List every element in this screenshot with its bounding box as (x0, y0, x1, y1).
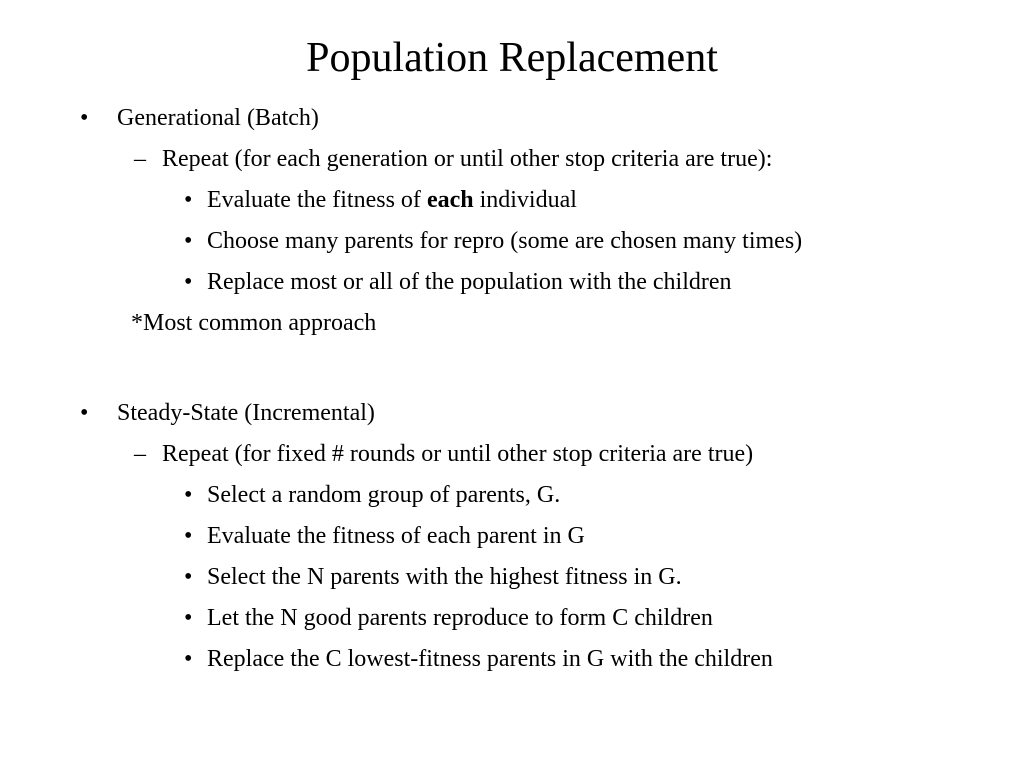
steady-state-step: Evaluate the fitness of each parent in G (207, 523, 585, 549)
steady-state-step: Replace the C lowest-fitness parents in G with the children (207, 646, 773, 672)
bullet-marker: • (184, 564, 193, 590)
steady-state-step: Let the N good parents reproduce to form C children (207, 605, 713, 631)
bullet-marker: • (80, 400, 89, 426)
bullet-marker: • (184, 187, 193, 213)
evaluate-text-pre: Evaluate the fitness of (207, 187, 427, 213)
bullet-marker: • (184, 482, 193, 508)
bullet-marker: • (184, 605, 193, 631)
generational-note: *Most common approach (131, 310, 377, 336)
bullet-marker: • (184, 228, 193, 254)
generational-step-choose: Choose many parents for repro (some are chosen many times) (207, 228, 803, 254)
evaluate-text-post: individual (473, 187, 577, 213)
bullet-marker: • (184, 269, 193, 295)
slide-title: Population Replacement (306, 35, 718, 81)
steady-state-step: Select a random group of parents, G. (207, 482, 561, 508)
bullet-marker: • (184, 646, 193, 672)
dash-marker: – (134, 146, 146, 172)
generational-step-replace: Replace most or all of the population with the children (207, 269, 732, 295)
bullet-marker: • (184, 523, 193, 549)
steady-state-repeat: Repeat (for fixed # rounds or until other stop criteria are true) (162, 441, 754, 467)
evaluate-text-bold: each (426, 187, 474, 213)
generational-repeat: Repeat (for each generation or until other stop criteria are true): (162, 146, 773, 172)
generational-heading: Generational (Batch) (117, 105, 319, 131)
steady-state-step: Select the N parents with the highest fitness in G. (207, 564, 682, 590)
dash-marker: – (134, 441, 146, 467)
steady-state-heading: Steady-State (Incremental) (117, 400, 375, 426)
bullet-marker: • (80, 105, 89, 131)
generational-step-evaluate (207, 185, 577, 215)
